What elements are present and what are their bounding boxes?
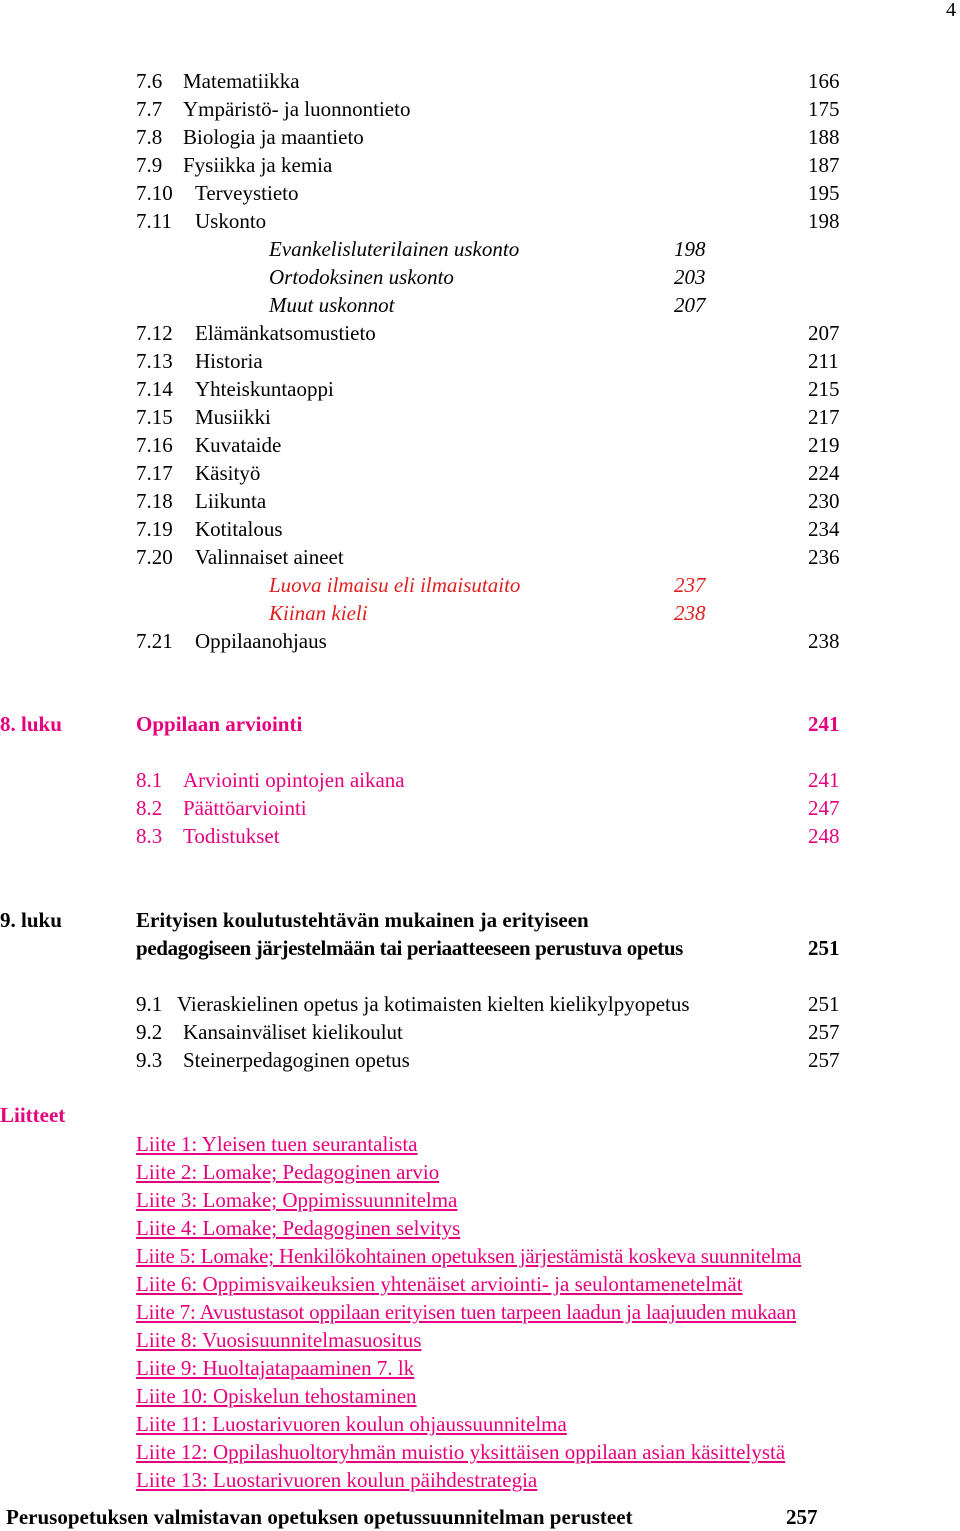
appendix-label: Luostarivuoren koulun ohjaussuunnitelma [212,1412,567,1436]
toc-number: 7.18 [136,489,173,513]
toc-number: 7.9 [136,153,163,177]
page-number: 4 [946,0,956,21]
chapter-page: 251 [808,936,840,960]
toc-page: 211 [808,349,839,373]
appendix-prefix: Liite 4: [136,1216,198,1240]
toc-number: 7.21 [136,629,173,653]
appendix-prefix: Liite 6: [136,1272,198,1296]
toc-page: 195 [808,181,840,205]
appendix-label: Vuosisuunnitelmasuositus [202,1328,422,1352]
toc-label: Arviointi opintojen aikana [183,768,405,792]
toc-page: 238 [808,629,840,653]
appendices-heading: Liitteet [0,1103,66,1127]
appendix-prefix: Liite 11: [136,1412,207,1436]
toc-sub-label: Ortodoksinen uskonto [269,265,454,289]
toc-number: 7.14 [136,377,173,401]
appendix-prefix: Liite 10: [136,1384,208,1408]
toc-number: 7.17 [136,461,173,485]
toc-sub-page: 203 [674,265,706,289]
toc-number: 8.1 [136,768,163,792]
toc-number: 7.11 [136,209,172,233]
toc-page: 230 [808,489,840,513]
toc-label: Yhteiskuntaoppi [195,377,334,401]
appendix-link[interactable] [136,1326,421,1354]
toc-page: 251 [808,992,840,1016]
appendix-label: Oppimisvaikeuksien yhtenäiset arviointi- ja seulontamenetelmät [202,1272,743,1296]
toc-number: 9.1 [136,992,163,1016]
toc-label: Elämänkatsomustieto [195,321,376,345]
toc-number: 7.15 [136,405,173,429]
toc-page: 236 [808,545,840,569]
toc-label: Terveystieto [195,181,299,205]
toc-number: 7.16 [136,433,173,457]
toc-number: 7.12 [136,321,173,345]
appendix-link[interactable] [136,1186,457,1214]
toc-label: Musiikki [195,405,271,429]
toc-page: 188 [808,125,840,149]
appendix-label: Huoltajatapaaminen 7. lk [202,1356,415,1380]
toc-label: Steinerpedagoginen opetus [183,1048,410,1072]
toc-sub-page: 237 [674,573,706,597]
toc-sub-label: Muut uskonnot [269,293,395,317]
appendix-prefix: Liite 8: [136,1328,198,1352]
appendix-prefix: Liite 3: [136,1188,198,1212]
toc-label: Liikunta [195,489,267,513]
appendix-link[interactable] [136,1438,785,1466]
toc-number: 7.19 [136,517,173,541]
chapter-title: Oppilaan arviointi [136,712,303,736]
toc-page: 248 [808,824,840,848]
toc-page: 234 [808,517,840,541]
appendix-prefix: Liite 2: [136,1160,198,1184]
toc-page: 198 [808,209,840,233]
toc-sub-page: 238 [674,601,706,625]
toc-label: Vieraskielinen opetus ja kotimaisten kielten kielikylpyopetus [177,992,690,1016]
appendix-link[interactable] [136,1270,743,1298]
toc-label: Ympäristö- ja luonnontieto [183,97,411,121]
toc-label: Valinnaiset aineet [195,545,344,569]
toc-sub-label: Kiinan kieli [269,601,368,625]
footer-title: Perusopetuksen valmistavan opetuksen opetussuunnitelman perusteet [6,1505,633,1529]
toc-number: 8.2 [136,796,163,820]
appendix-link[interactable] [136,1130,418,1158]
toc-label: Uskonto [195,209,267,233]
toc-number: 7.13 [136,349,173,373]
toc-label: Historia [195,349,263,373]
toc-number: 7.8 [136,125,163,149]
appendix-prefix: Liite 5: [136,1244,196,1268]
appendix-label: Lomake; Oppimissuunnitelma [202,1188,458,1212]
chapter-number: 9. luku [0,908,62,932]
toc-label: Fysiikka ja kemia [183,153,333,177]
toc-page: 166 [808,69,840,93]
toc-number: 9.2 [136,1020,163,1044]
appendix-link[interactable] [136,1298,796,1326]
toc-number: 9.3 [136,1048,163,1072]
appendix-label: Oppilashuoltoryhmän muistio yksittäisen oppilaan asian käsittelystä [213,1440,786,1464]
toc-page: 187 [808,153,840,177]
appendix-link[interactable] [136,1242,801,1270]
toc-label: Todistukset [183,824,280,848]
toc-page: 219 [808,433,840,457]
appendix-link[interactable] [136,1158,439,1186]
toc-label: Matematiikka [183,69,300,93]
toc-sub-label: Evankelisluterilainen uskonto [269,237,520,261]
chapter-title-line-2: pedagogiseen järjestelmään tai periaatteeseen perustuva opetus [136,936,683,960]
toc-label: Kansainväliset kielikoulut [183,1020,403,1044]
chapter-title-line-1: Erityisen koulutustehtävän mukainen ja erityiseen [136,908,589,932]
toc-page: 215 [808,377,840,401]
appendix-prefix: Liite 1: [136,1132,198,1156]
toc-label: Kotitalous [195,517,283,541]
appendix-prefix: Liite 7: [136,1300,196,1324]
toc-page: 257 [808,1048,840,1072]
appendix-label: Lomake; Pedagoginen selvitys [202,1216,461,1240]
toc-label: Päättöarviointi [183,796,307,820]
toc-number: 7.7 [136,97,163,121]
appendix-link[interactable] [136,1410,567,1438]
appendix-prefix: Liite 13: [136,1468,208,1492]
appendix-prefix: Liite 9: [136,1356,198,1380]
appendix-label: Opiskelun tehostaminen [213,1384,417,1408]
toc-label: Käsityö [195,461,261,485]
footer-page: 257 [786,1505,818,1529]
chapter-number: 8. luku [0,712,62,736]
appendix-label: Lomake; Pedagoginen arvio [202,1160,440,1184]
appendix-label: Avustustasot oppilaan erityisen tuen tarpeen laadun ja laajuuden mukaan [199,1300,797,1324]
appendix-link[interactable] [136,1354,414,1382]
toc-page: 175 [808,97,840,121]
toc-page: 224 [808,461,840,485]
appendix-link[interactable] [136,1466,537,1494]
appendix-link[interactable] [136,1382,417,1410]
appendix-label: Yleisen tuen seurantalista [201,1132,418,1156]
appendix-link[interactable] [136,1214,460,1242]
toc-number: 8.3 [136,824,163,848]
toc-page: 217 [808,405,840,429]
toc-number: 7.6 [136,69,163,93]
toc-label: Biologia ja maantieto [183,125,364,149]
toc-number: 7.10 [136,181,173,205]
toc-label: Oppilaanohjaus [195,629,327,653]
appendix-label: Luostarivuoren koulun päihdestrategia [213,1468,538,1492]
toc-sub-page: 207 [674,293,706,317]
toc-page: 247 [808,796,840,820]
toc-number: 7.20 [136,545,173,569]
toc-page: 257 [808,1020,840,1044]
toc-page: 207 [808,321,840,345]
toc-label: Kuvataide [195,433,282,457]
toc-page: 241 [808,768,840,792]
chapter-page: 241 [808,712,840,736]
appendix-prefix: Liite 12: [136,1440,208,1464]
toc-sub-page: 198 [674,237,706,261]
toc-sub-label: Luova ilmaisu eli ilmaisutaito [269,573,521,597]
appendix-label: Lomake; Henkilökohtainen opetuksen järjestämistä koskeva suunnitelma [200,1244,802,1268]
